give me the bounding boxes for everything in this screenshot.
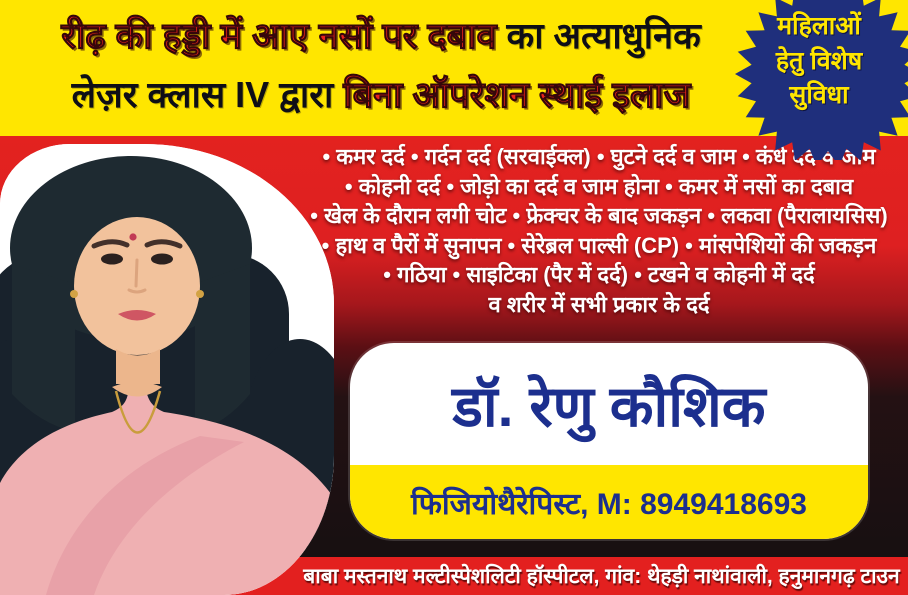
badge-line-2: हेतु विशेष: [775, 46, 863, 75]
headline-line2: [0, 65, 762, 124]
ailment-line-6: व शरीर में सभी प्रकार के दर्द: [488, 291, 710, 317]
headline-line2-dark: लेज़र क्लास IV द्वारा: [71, 74, 344, 115]
eye-left: [101, 254, 123, 265]
doctor-name: डॉ. रेणु कौशिक: [452, 375, 766, 439]
doctor-card: [350, 343, 868, 539]
headline-line1-red: रीढ़ की हड्डी में आए नसों पर दबाव: [61, 15, 497, 56]
badge-line-3: सुविधा: [789, 81, 849, 109]
ailment-line-1: • कमर दर्द • गर्दन दर्द (सरवाईक्ल) • घुटने दर्द व जाम • कंधे दर्द व जाम: [322, 144, 876, 169]
ailments-list: [292, 142, 906, 319]
headline-line1: [0, 6, 762, 65]
earring-right: [196, 290, 204, 298]
eye-right: [151, 254, 173, 265]
doctor-portrait-illustration: [0, 144, 334, 595]
bindi: [129, 233, 136, 240]
ailment-line-3: • खेल के दौरान लगी चोट • फ्रेक्चर के बाद जकड़न • लकवा (पैरालायसिस): [310, 203, 888, 228]
doctor-title-phone: फिजियोथैरेपिस्ट, M: 8949418693: [350, 465, 868, 539]
headline-line1-dark: का अत्याधुनिक: [496, 15, 701, 56]
badge-text: [728, 9, 908, 113]
earring-left: [70, 290, 78, 298]
headline-line2-red: बिना ऑपरेशन स्थाई इलाज: [343, 74, 691, 115]
ailment-line-5: • गठिया • साइटिका (पैर में दर्द) • टखने व कोहनी में दर्द: [383, 262, 815, 287]
ailment-line-4: • हाथ व पैरों में सुनापन • सेरेब्रल पाल्सी (CP) • मांसपेशियों की जकड़न: [321, 232, 877, 258]
badge-line-1: महिलाओं: [777, 12, 861, 40]
women-facility-badge: [728, 0, 908, 160]
ailment-line-2: • कोहनी दर्द • जोड़ो का दर्द व जाम होना • कमर में नसों का दबाव: [344, 173, 854, 199]
hospital-address: बाबा मस्तनाथ मल्टीस्पेशलिटी हॉस्पीटल, गांव: थेहड़ी नाथांवाली, हनुमानगढ़ टाउन: [303, 565, 900, 588]
headline: [0, 6, 762, 124]
doctor-photo: [0, 144, 334, 595]
